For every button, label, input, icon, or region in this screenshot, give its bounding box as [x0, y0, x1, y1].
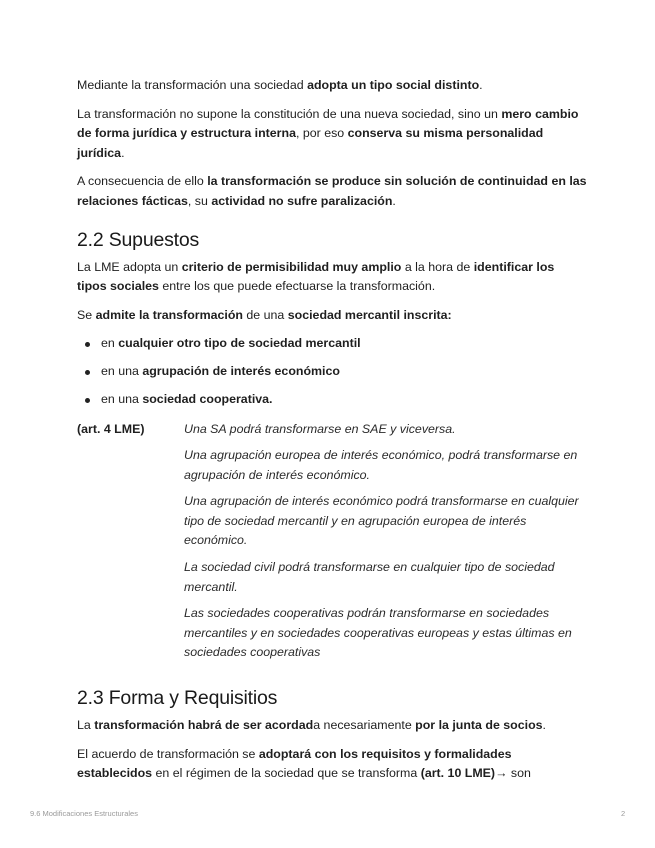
section-heading-supuestos: 2.2 Supuestos [77, 228, 200, 251]
bullet-dot-icon [85, 342, 90, 347]
section-heading-forma-requisitos: 2.3 Forma y Requisitios [77, 687, 278, 710]
article-reference: (art. 4 LME) [77, 421, 145, 436]
list-item: en una agrupación de interés económico [77, 362, 587, 382]
footer-document-title: 9.6 Modificaciones Estructurales [30, 809, 138, 818]
article-paragraph: Una SA podrá transformarse en SAE y viceversa. [184, 421, 456, 436]
intro-paragraph-2: La transformación no supone la constitución de una nueva sociedad, sino un mero cambio de forma jurídica y estructura interna, por eso conserva su misma personalidad jurídica. [77, 106, 579, 160]
bullet-list [77, 334, 587, 409]
forma-paragraph-2: El acuerdo de transformación se adoptará con los requisitos y formalidades establecidos en el régimen de la sociedad que se transforma (art. 10 LME)→ son [77, 746, 531, 781]
intro-paragraph-3: A consecuencia de ello la transformación se produce sin solución de continuidad en las relaciones fácticas, su actividad no sufre paralización. [77, 174, 587, 208]
forma-paragraph-1: La transformación habrá de ser acordada necesariamente por la junta de socios. [77, 718, 546, 733]
supuestos-paragraph-2: Se admite la transformación de una sociedad mercantil inscrita: [77, 307, 452, 322]
supuestos-paragraph-1: La LME adopta un criterio de permisibilidad muy amplio a la hora de identificar los tipos sociales entre los que puede efectuarse la transformación. [77, 259, 555, 294]
footer-page-number: 2 [621, 809, 626, 818]
article-quote [77, 420, 587, 671]
bullet-dot-icon [85, 370, 90, 375]
list-item: en cualquier otro tipo de sociedad mercantil [77, 334, 587, 354]
page-content [77, 76, 587, 793]
article-paragraph: Las sociedades cooperativas podrán transformarse en sociedades mercantiles y en sociedades cooperativas europeas y estas últimas en sociedades cooperativas [184, 606, 572, 660]
bullet-dot-icon [85, 398, 90, 403]
article-paragraph: Una agrupación de interés económico podrá transformarse en cualquier tipo de sociedad mercantil y en agrupación europea de interés económico. [184, 494, 579, 548]
intro-paragraph-1: Mediante la transformación una sociedad adopta un tipo social distinto. [77, 78, 483, 92]
list-item: en una sociedad cooperativa. [77, 390, 587, 410]
article-paragraph: Una agrupación europea de interés económico, podrá transformarse en agrupación de interés económico. [184, 448, 578, 482]
arrow-right-icon: → [495, 766, 508, 781]
article-text [184, 420, 587, 671]
article-paragraph: La sociedad civil podrá transformarse en cualquier tipo de sociedad mercantil. [184, 560, 555, 594]
